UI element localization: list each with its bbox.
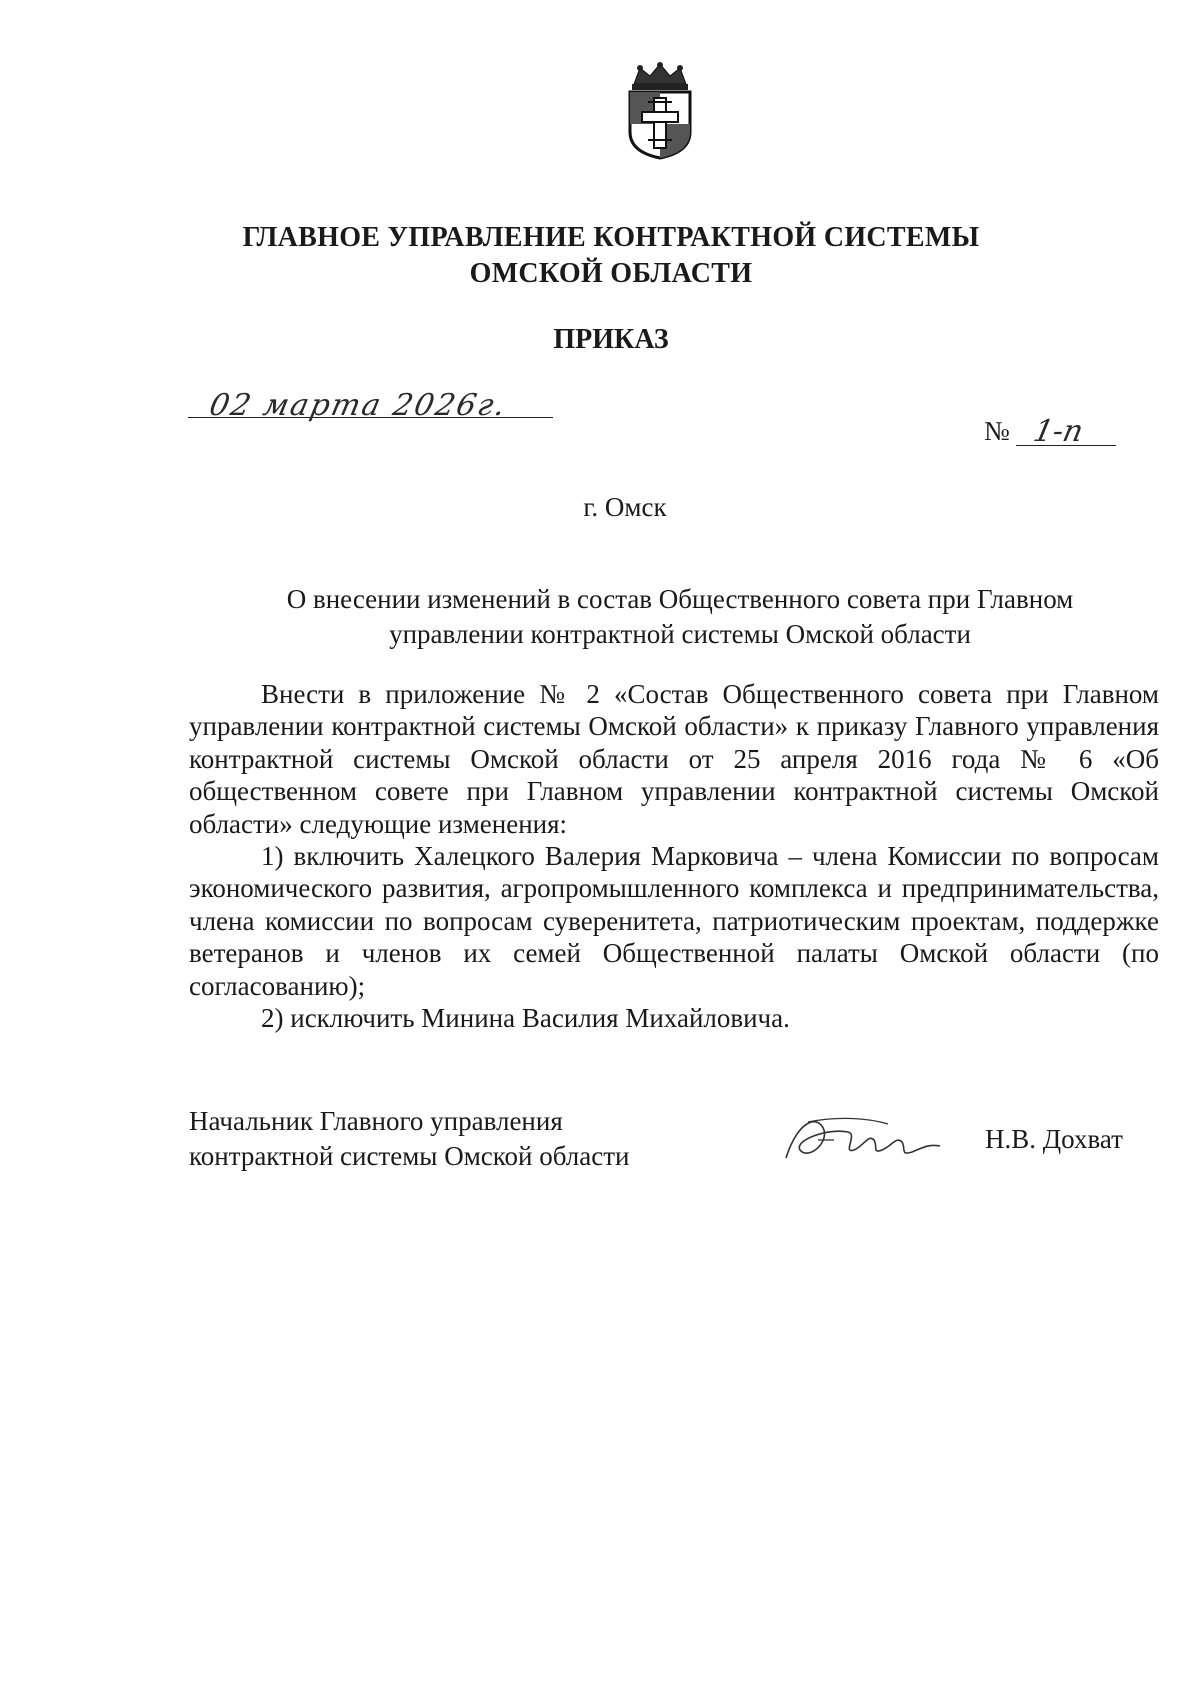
handwritten-signature <box>778 1110 948 1172</box>
signatory-name: Н.В. Дохват <box>985 1124 1123 1154</box>
order-body <box>189 678 1159 1034</box>
handwritten-number: 1-п <box>1030 414 1087 449</box>
order-subject <box>200 582 1160 652</box>
signatory-title-line2: контрактной системы Омской области <box>189 1141 630 1171</box>
organization-name-line2: ОМСКОЙ ОБЛАСТИ <box>469 258 753 289</box>
city-line: г. Омск <box>583 492 667 522</box>
body-paragraph-intro: Внести в приложение № 2 «Состав Общественного совета при Главном управлении контрактной системы Омской области» к приказу Главного управления контрактной системы Омской области от 25 апреля 2016 года № 6 «Об общественном совете при Главном управлении контрактной системы Омской области» следующие изменения: <box>189 679 1159 839</box>
subject-line2: управлении контрактной системы Омской области <box>389 619 971 649</box>
coat-of-arms-icon <box>620 62 700 160</box>
signatory-title <box>189 1104 629 1174</box>
number-label: № <box>984 416 1010 446</box>
body-paragraph-item1: 1) включить Халецкого Валерия Марковича – члена Комиссии по вопросам экономического развития, агропромышленного комплекса и предпринимательства, члена комиссии по вопросам суверенитета, патриотическим проектам, поддержке ветеранов и членов их семей Общественной палаты Омской области (по согласованию); <box>189 841 1159 1001</box>
signatory-title-line1: Начальник Главного управления <box>189 1106 563 1136</box>
organization-name-line1: ГЛАВНОЕ УПРАВЛЕНИЕ КОНТРАКТНОЙ СИСТЕМЫ <box>242 222 980 253</box>
document-type-title: ПРИКАЗ <box>553 324 669 355</box>
handwritten-date: 02 марта 2026г. <box>206 388 511 423</box>
subject-line1: О внесении изменений в состав Общественного совета при Главном <box>286 584 1074 614</box>
body-paragraph-item2: 2) исключить Минина Василия Михайловича. <box>261 1003 790 1034</box>
